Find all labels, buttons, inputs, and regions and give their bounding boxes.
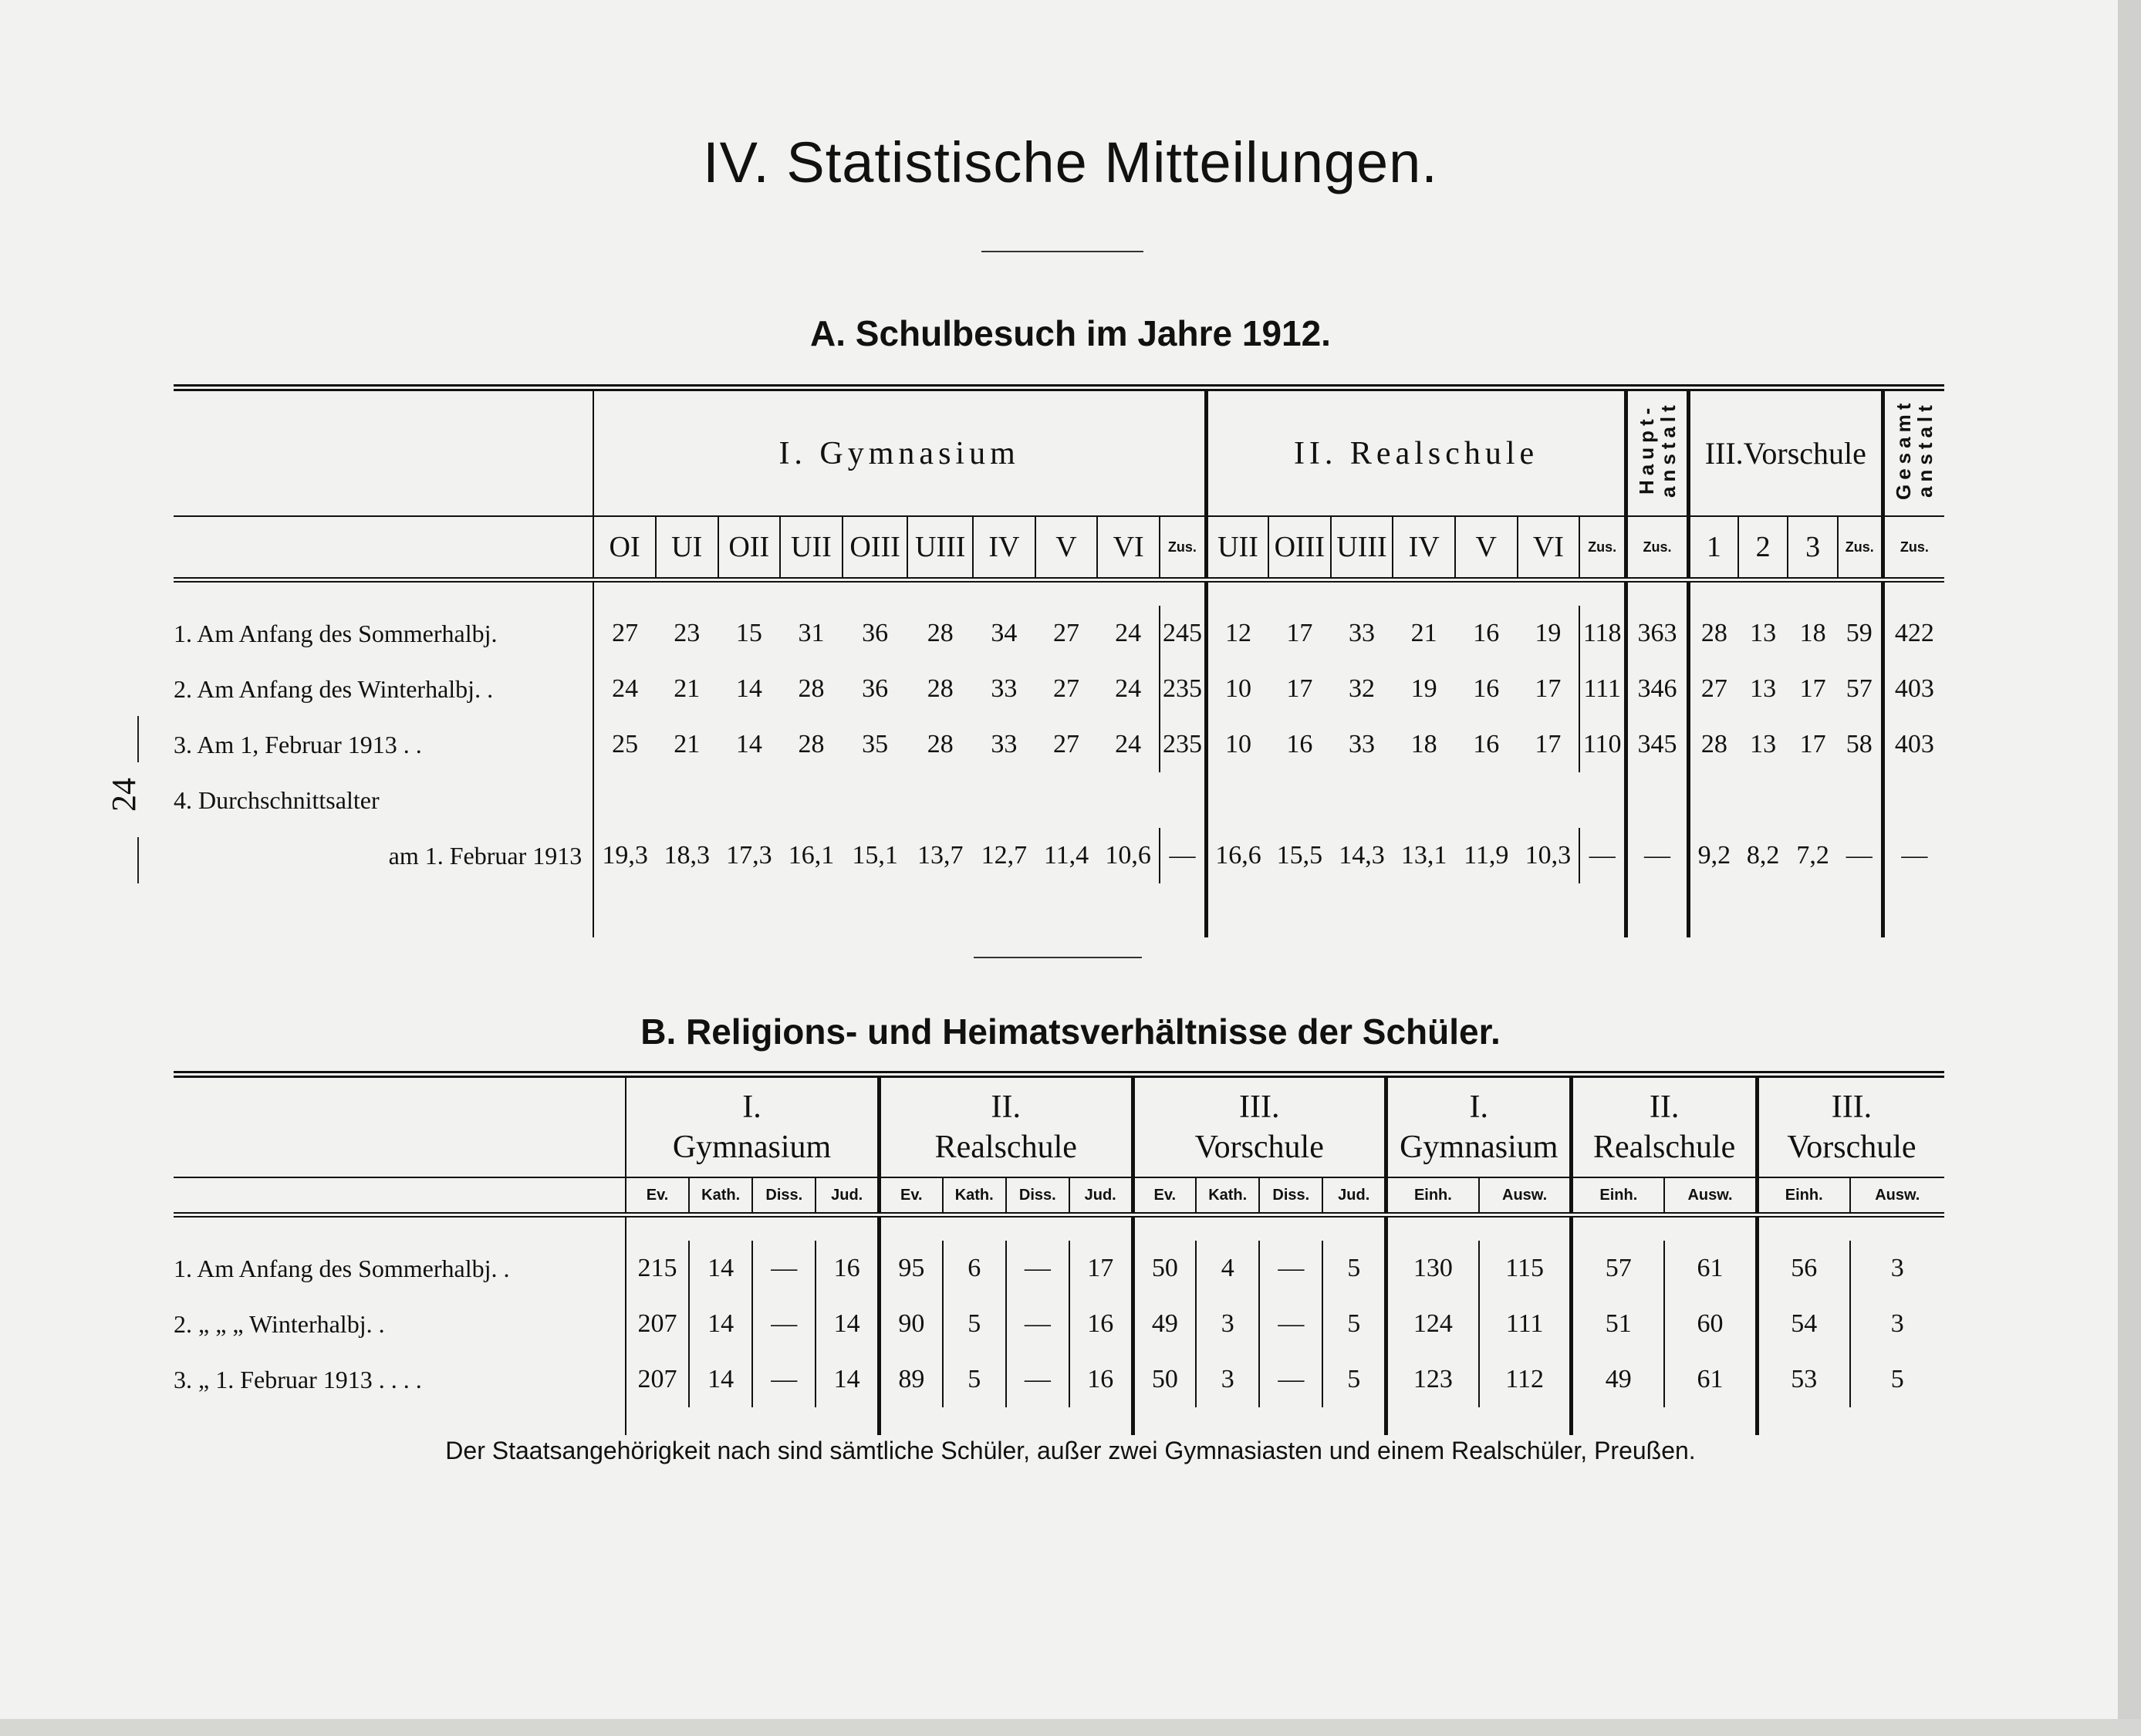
group-realschule: II. Realschule [1206, 388, 1626, 517]
table-cell: 15,1 [852, 841, 898, 870]
group-name: Vorschule [1787, 1130, 1916, 1165]
table-cell: 57 [1572, 1241, 1664, 1296]
group-religion-realschule [880, 1075, 1133, 1178]
table-cell: 7,2 [1796, 841, 1829, 870]
table-cell: 110 [1579, 717, 1626, 772]
row-label: am 1. Februar 1913 [388, 841, 583, 870]
table-cell: 24 [1115, 674, 1142, 703]
table-cell: 49 [1572, 1352, 1664, 1407]
col-gym-ui: UI [656, 516, 718, 580]
table-cell: 345 [1626, 717, 1689, 772]
table-cell: 16 [816, 1241, 879, 1296]
col-header: Jud. [1322, 1177, 1386, 1215]
table-cell: 207 [626, 1296, 689, 1352]
table-cell: — [1259, 1241, 1322, 1296]
table-cell: 31 [798, 619, 825, 647]
table-cell: 36 [862, 619, 889, 647]
table-cell: — [1579, 828, 1626, 883]
table-cell: 130 [1386, 1241, 1479, 1296]
table-cell: 33 [1349, 730, 1375, 758]
header-blank [174, 1075, 626, 1178]
table-cell: 5 [1850, 1352, 1944, 1407]
table-cell: 9,2 [1688, 828, 1738, 883]
table-cell: 53 [1757, 1352, 1849, 1407]
col-real-vi: VI [1518, 516, 1580, 580]
group-residence-realschule [1572, 1075, 1757, 1178]
col-real-oiii: OIII [1268, 516, 1331, 580]
table-cell: 27 [1053, 674, 1079, 703]
table-cell: 49 [1133, 1296, 1196, 1352]
table-cell: 111 [1479, 1296, 1572, 1352]
table-cell: 17 [1535, 674, 1562, 703]
table-cell: 33 [991, 730, 1018, 758]
group-number: I. [1469, 1089, 1488, 1125]
row-label: 3. „ 1. Februar 1913 . . . . [174, 1365, 422, 1393]
table-cell: 11,9 [1464, 841, 1509, 870]
table-cell: 16 [1473, 730, 1500, 758]
table-cell: 50 [1133, 1241, 1196, 1296]
table-cell: 17 [1069, 1241, 1133, 1296]
col-vor-zus: Zus. [1838, 516, 1883, 580]
table-cell: 54 [1757, 1296, 1849, 1352]
table-cell: 235 [1160, 661, 1207, 717]
table-cell: 18,3 [664, 841, 710, 870]
table-cell: 10,3 [1525, 841, 1572, 870]
table-cell: 56 [1757, 1241, 1849, 1296]
table-cell: 215 [626, 1241, 689, 1296]
footnote: Der Staatsangehörigkeit nach sind sämtliche Schüler, außer zwei Gymnasiasten und einem Realschüler, Preußen. [445, 1437, 1696, 1464]
table-cell: 61 [1664, 1352, 1757, 1407]
table-cell: 33 [991, 674, 1018, 703]
col-header: Einh. [1572, 1177, 1664, 1215]
scan-edge-shadow [2118, 0, 2141, 1736]
table-cell: 3 [1196, 1296, 1259, 1352]
table-cell: 17,3 [726, 841, 772, 870]
table-cell: 19 [1535, 619, 1562, 647]
row-label: 2. „ „ „ Winterhalbj. . [174, 1309, 385, 1338]
table-row [174, 717, 1944, 772]
table-cell: 25 [593, 717, 656, 772]
col-real-uii: UII [1206, 516, 1268, 580]
table-b-gap-row [174, 1215, 1944, 1241]
table-cell: 422 [1883, 606, 1944, 661]
table-cell: 36 [862, 674, 889, 703]
table-cell: 8,2 [1746, 841, 1780, 870]
section-divider [974, 957, 1142, 958]
table-cell: 50 [1133, 1352, 1196, 1407]
table-cell: 28 [798, 674, 825, 703]
group-residence-gymnasium [1386, 1075, 1572, 1178]
row-label: 3. Am 1, Februar 1913 . . [174, 730, 422, 758]
table-cell: — [1006, 1352, 1069, 1407]
table-cell: 16,1 [788, 841, 835, 870]
table-cell: 27 [1688, 661, 1738, 717]
table-cell: 403 [1883, 661, 1944, 717]
table-cell: 89 [880, 1352, 943, 1407]
table-row [174, 1241, 1944, 1296]
table-cell: 17 [1799, 730, 1826, 758]
table-cell: 14,3 [1339, 841, 1385, 870]
table-cell: 51 [1572, 1296, 1664, 1352]
table-cell: — [1259, 1352, 1322, 1407]
table-cell: 11,4 [1043, 841, 1089, 870]
table-cell: 60 [1664, 1296, 1757, 1352]
subheader-blank [174, 1177, 626, 1215]
group-number: II. [991, 1089, 1021, 1125]
table-cell: 16 [1069, 1296, 1133, 1352]
col-header: Diss. [1259, 1177, 1322, 1215]
col-vor-2: 2 [1738, 516, 1788, 580]
col-gym-oii: OII [718, 516, 781, 580]
table-cell: 17 [1286, 619, 1313, 647]
table-cell: 16 [1473, 674, 1500, 703]
table-cell: 33 [1349, 619, 1375, 647]
group-name: Vorschule [1194, 1130, 1324, 1165]
col-header: Ev. [1133, 1177, 1196, 1215]
table-cell: — [1006, 1241, 1069, 1296]
table-cell: 13 [1750, 619, 1777, 647]
table-cell: — [1626, 828, 1689, 883]
group-number: I. [742, 1089, 762, 1125]
col-real-v: V [1455, 516, 1518, 580]
table-religion-residence [174, 1071, 1944, 1435]
table-cell: 13 [1750, 674, 1777, 703]
table-cell: 27 [1053, 619, 1079, 647]
table-cell: 3 [1196, 1352, 1259, 1407]
group-name: Realschule [934, 1130, 1077, 1165]
col-header: Jud. [1069, 1177, 1133, 1215]
group-residence-vorschule [1757, 1075, 1944, 1178]
col-haupt-zus: Zus. [1626, 516, 1689, 580]
table-cell: 10,6 [1105, 841, 1151, 870]
table-cell: 28 [927, 730, 954, 758]
table-cell: — [1883, 828, 1944, 883]
group-name: Gymnasium [672, 1130, 832, 1165]
table-cell: 403 [1883, 717, 1944, 772]
section-a-title: A. Schulbesuch im Jahre 1912. [810, 313, 1331, 353]
table-cell: 5 [1322, 1241, 1386, 1296]
col-gym-vi: VI [1097, 516, 1160, 580]
table-cell: 18 [1410, 730, 1437, 758]
table-cell: 28 [798, 730, 825, 758]
table-cell: — [752, 1241, 816, 1296]
table-cell: 14 [689, 1352, 752, 1407]
table-cell: 16,6 [1206, 828, 1268, 883]
table-row [174, 606, 1944, 661]
table-cell: 16 [1069, 1352, 1133, 1407]
table-cell: 24 [1115, 730, 1142, 758]
table-cell: 15,5 [1276, 841, 1323, 870]
table-cell: 14 [816, 1352, 879, 1407]
table-cell: 6 [943, 1241, 1006, 1296]
table-cell: 5 [943, 1296, 1006, 1352]
table-cell: 28 [1688, 606, 1738, 661]
table-cell: 90 [880, 1296, 943, 1352]
section-b-title: B. Religions- und Heimatsverhältnisse der Schüler. [640, 1012, 1501, 1052]
table-cell: 5 [943, 1352, 1006, 1407]
col-header: Diss. [1006, 1177, 1069, 1215]
table-cell: 15 [735, 619, 762, 647]
table-cell: 17 [1535, 730, 1562, 758]
table-cell: — [1006, 1296, 1069, 1352]
col-header: Einh. [1386, 1177, 1479, 1215]
group-name: Gymnasium [1400, 1130, 1558, 1165]
table-cell: 19,3 [593, 828, 656, 883]
table-cell: 5 [1322, 1296, 1386, 1352]
table-cell: 21 [674, 674, 701, 703]
table-cell: — [1160, 828, 1207, 883]
table-cell: 5 [1322, 1352, 1386, 1407]
group-number: III. [1239, 1089, 1280, 1125]
table-cell: 346 [1626, 661, 1689, 717]
table-a-gap-row [174, 580, 1944, 606]
table-row [174, 661, 1944, 717]
title-divider [981, 251, 1143, 252]
group-hauptanstalt [1626, 388, 1689, 517]
table-cell: 57 [1846, 674, 1873, 703]
table-cell: 35 [862, 730, 889, 758]
table-row [174, 1296, 1944, 1352]
col-header: Ausw. [1664, 1177, 1757, 1215]
col-gym-uii: UII [780, 516, 843, 580]
table-cell: 28 [927, 619, 954, 647]
table-cell: 21 [674, 730, 701, 758]
table-school-attendance [174, 384, 1944, 937]
table-cell: 14 [816, 1296, 879, 1352]
table-cell: 245 [1160, 606, 1207, 661]
col-vor-1: 1 [1688, 516, 1738, 580]
scan-bottom-shadow [0, 1719, 2141, 1736]
table-cell: 111 [1579, 661, 1626, 717]
table-cell: 118 [1579, 606, 1626, 661]
col-gym-oi: OI [593, 516, 656, 580]
table-cell: 14 [689, 1296, 752, 1352]
table-a-body [174, 606, 1944, 883]
table-cell: 34 [991, 619, 1018, 647]
table-cell: 363 [1626, 606, 1689, 661]
col-header: Ev. [880, 1177, 943, 1215]
table-cell: 13 [1750, 730, 1777, 758]
subheader-blank [174, 516, 593, 580]
table-cell: 3 [1850, 1296, 1944, 1352]
table-cell: 235 [1160, 717, 1207, 772]
col-header: Kath. [1196, 1177, 1259, 1215]
table-cell: 24 [593, 661, 656, 717]
table-cell: 13,1 [1400, 841, 1447, 870]
group-vorschule: III.Vorschule [1688, 388, 1883, 517]
table-cell: — [752, 1296, 816, 1352]
col-header: Kath. [689, 1177, 752, 1215]
col-gesamt-zus: Zus. [1883, 516, 1944, 580]
table-cell: 24 [1115, 619, 1142, 647]
col-real-iv: IV [1393, 516, 1455, 580]
page-number: 24 [105, 778, 143, 812]
table-b-body [174, 1241, 1944, 1407]
table-cell: 115 [1479, 1241, 1572, 1296]
col-gym-uiii: UIII [907, 516, 973, 580]
col-vor-3: 3 [1788, 516, 1838, 580]
col-header: Ausw. [1850, 1177, 1944, 1215]
col-header: Diss. [752, 1177, 816, 1215]
table-cell: 3 [1850, 1241, 1944, 1296]
table-cell: 12,7 [981, 841, 1028, 870]
row-label: 2. Am Anfang des Winterhalbj. . [174, 674, 494, 703]
table-cell: 95 [880, 1241, 943, 1296]
row-label: 1. Am Anfang des Sommerhalbj. [174, 619, 498, 647]
page-title: IV. Statistische Mitteilungen. [703, 130, 1438, 194]
table-cell: 21 [1410, 619, 1437, 647]
table-cell: 10 [1206, 717, 1268, 772]
col-header: Einh. [1757, 1177, 1849, 1215]
col-header: Ev. [626, 1177, 689, 1215]
table-cell: — [1259, 1296, 1322, 1352]
group-name: Realschule [1593, 1130, 1736, 1165]
col-header: Ausw. [1479, 1177, 1572, 1215]
table-b-end-row [174, 1407, 1944, 1435]
table-cell: 27 [1053, 730, 1079, 758]
group-religion-gymnasium [626, 1075, 880, 1178]
table-cell: — [1846, 841, 1873, 870]
table-cell: 17 [1286, 674, 1313, 703]
table-cell: 19 [1410, 674, 1437, 703]
table-cell: 23 [674, 619, 701, 647]
group-gesamtanstalt [1883, 388, 1944, 517]
page-number-rule-bottom [137, 837, 139, 883]
table-cell: 14 [735, 730, 762, 758]
group-gymnasium: I. Gymnasium [593, 388, 1206, 517]
table-row [174, 1352, 1944, 1407]
table-cell: 14 [689, 1241, 752, 1296]
col-real-zus: Zus. [1579, 516, 1626, 580]
page-number-rule-top [137, 716, 139, 762]
table-cell: 207 [626, 1352, 689, 1407]
header-blank [174, 388, 593, 517]
table-cell: 14 [735, 674, 762, 703]
group-number: II. [1649, 1089, 1680, 1125]
col-gym-zus: Zus. [1160, 516, 1207, 580]
table-row [174, 828, 1944, 883]
table-cell: 10 [1206, 661, 1268, 717]
table-cell: 123 [1386, 1352, 1479, 1407]
table-cell: 12 [1206, 606, 1268, 661]
table-cell: 27 [593, 606, 656, 661]
table-cell: 59 [1846, 619, 1873, 647]
hauptanstalt-label: Haupt-anstalt [1635, 400, 1680, 498]
table-cell: — [752, 1352, 816, 1407]
col-header: Kath. [943, 1177, 1006, 1215]
table-cell: 58 [1846, 730, 1873, 758]
table-cell: 61 [1664, 1241, 1757, 1296]
table-cell: 124 [1386, 1296, 1479, 1352]
table-cell: 112 [1479, 1352, 1572, 1407]
table-cell: 18 [1799, 619, 1826, 647]
table-cell: 16 [1286, 730, 1313, 758]
row-label: 4. Durchschnittsalter [174, 785, 380, 814]
col-gym-v: V [1035, 516, 1098, 580]
table-a-row-label [174, 772, 1944, 828]
group-religion-vorschule [1133, 1075, 1386, 1178]
table-cell: 16 [1473, 619, 1500, 647]
group-number: III. [1831, 1089, 1873, 1125]
gesamtanstalt-label: Gesamt anstalt [1892, 398, 1937, 500]
table-cell: 32 [1349, 674, 1375, 703]
row-label: 1. Am Anfang des Sommerhalbj. . [174, 1254, 510, 1282]
col-header: Jud. [816, 1177, 879, 1215]
table-cell: 4 [1196, 1241, 1259, 1296]
table-cell: 17 [1799, 674, 1826, 703]
table-cell: 28 [927, 674, 954, 703]
col-real-uiii: UIII [1331, 516, 1393, 580]
col-gym-iv: IV [973, 516, 1035, 580]
table-a-end-row [174, 883, 1944, 937]
col-gym-oiii: OIII [843, 516, 908, 580]
table-cell: 28 [1688, 717, 1738, 772]
table-cell: 13,7 [917, 841, 964, 870]
